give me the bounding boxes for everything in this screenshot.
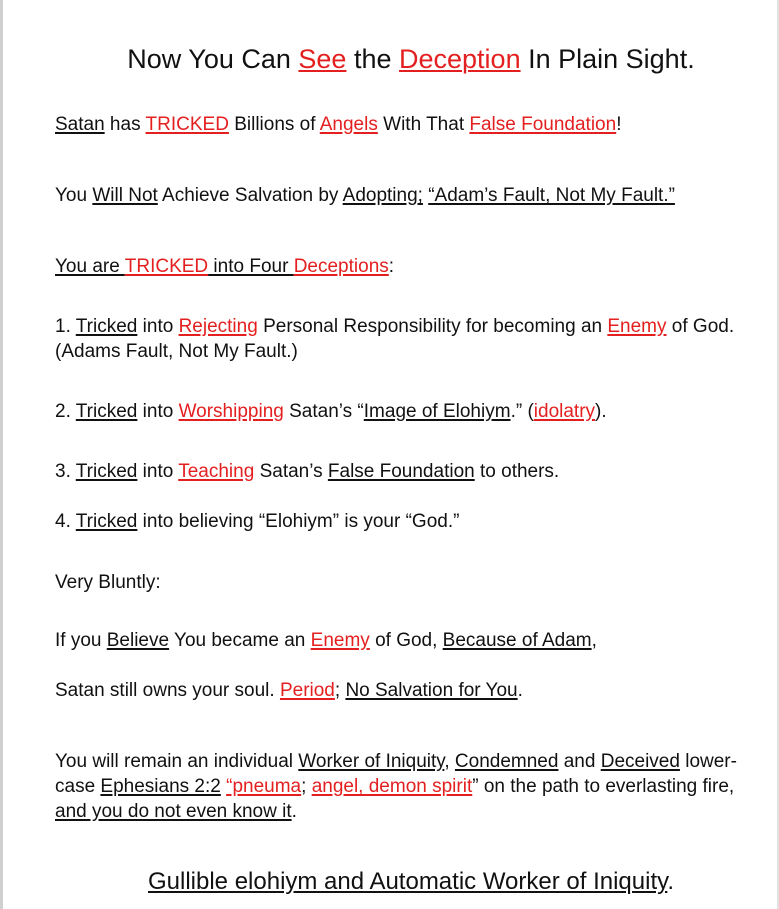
text-run: . bbox=[517, 680, 523, 701]
paragraph-very-bluntly bbox=[55, 570, 740, 595]
text-run: ” on the path to everlasting fire, bbox=[472, 776, 735, 797]
underlined-text: Gullible elohiym and Automatic Worker of Iniquity bbox=[147, 868, 668, 895]
text-run: Achieve Salvation by bbox=[157, 185, 343, 206]
text-run: You bbox=[55, 185, 93, 206]
text-run: and bbox=[558, 751, 601, 772]
text-run: ! bbox=[616, 114, 622, 135]
highlighted-text: TRICKED bbox=[145, 114, 229, 135]
paragraph-no-salvation bbox=[55, 183, 740, 208]
text-run: ; bbox=[301, 776, 312, 797]
paragraph-tricked-billions bbox=[55, 112, 740, 137]
text-run: Now You Can bbox=[127, 44, 299, 74]
text-run: In Plain Sight. bbox=[520, 44, 695, 74]
underlined-text: “Adam’s Fault, Not My Fault.” bbox=[428, 185, 675, 206]
list-item-2 bbox=[55, 399, 740, 424]
text-run: Very Bluntly: bbox=[55, 572, 161, 593]
underlined-text: Satan bbox=[55, 114, 105, 135]
highlighted-text: Teaching bbox=[178, 461, 255, 482]
text-run: 3. bbox=[55, 461, 76, 482]
underlined-text: Tricked bbox=[75, 316, 138, 337]
underlined-text: Worker of Iniquity bbox=[298, 751, 445, 772]
text-run: Personal Responsibility for becoming an bbox=[257, 316, 608, 337]
highlighted-text: False Foundation bbox=[469, 114, 617, 135]
list-item-1 bbox=[55, 314, 740, 364]
highlighted-text: angel, demon spirit bbox=[311, 776, 473, 797]
text-run: ; bbox=[334, 680, 346, 701]
underlined-text: Will Not bbox=[92, 185, 158, 206]
text-run: : bbox=[388, 256, 395, 277]
underlined-text: Ephesians 2:2 bbox=[100, 776, 221, 797]
text-run: lower-case bbox=[55, 751, 737, 797]
text-run: into believing “Elohiym” is your “God.” bbox=[137, 511, 460, 532]
paragraph-four-deceptions bbox=[55, 254, 740, 279]
text-run: You became an bbox=[169, 630, 311, 651]
underlined-text: You are bbox=[55, 256, 125, 277]
text-run: Satan’s bbox=[254, 461, 328, 482]
underlined-text: Believe bbox=[106, 630, 170, 651]
document-title bbox=[0, 43, 779, 75]
highlighted-text: Worshipping bbox=[178, 401, 284, 422]
text-run: With That bbox=[377, 114, 470, 135]
highlighted-text: Deceptions bbox=[293, 256, 389, 277]
highlighted-text: “pneuma bbox=[226, 776, 302, 797]
text-run: to others. bbox=[474, 461, 560, 482]
text-run: into bbox=[137, 316, 179, 337]
text-run: , bbox=[591, 630, 597, 651]
text-run: of God, bbox=[369, 630, 443, 651]
underlined-text: Because of Adam bbox=[442, 630, 592, 651]
paragraph-worker-of-iniquity bbox=[55, 749, 745, 824]
highlighted-text: TRICKED bbox=[124, 256, 209, 277]
text-run: 2. bbox=[55, 401, 76, 422]
text-run: Satan’s “ bbox=[283, 401, 364, 422]
highlighted-text: Deception bbox=[399, 44, 521, 74]
underlined-text: Tricked bbox=[75, 401, 138, 422]
underlined-text: Tricked bbox=[75, 461, 138, 482]
underlined-text: Adopting; bbox=[342, 185, 423, 206]
text-run: has bbox=[104, 114, 146, 135]
underlined-text: Condemned bbox=[454, 751, 559, 772]
paragraph-satan-owns bbox=[55, 678, 740, 703]
text-run: . bbox=[291, 801, 297, 822]
list-item-3 bbox=[55, 459, 740, 484]
highlighted-text: Enemy bbox=[310, 630, 370, 651]
text-run: If you bbox=[55, 630, 107, 651]
underlined-text: No Salvation for You bbox=[345, 680, 518, 701]
underlined-text: Deceived bbox=[600, 751, 680, 772]
paragraph-if-you-believe bbox=[55, 628, 740, 653]
list-item-4 bbox=[55, 509, 740, 534]
text-run: into bbox=[137, 401, 179, 422]
text-run: into bbox=[137, 461, 179, 482]
highlighted-text: Angels bbox=[319, 114, 378, 135]
text-run: of God. (Adams Fault, Not My Fault.) bbox=[55, 316, 735, 362]
text-run: 1. bbox=[55, 316, 76, 337]
underlined-text: False Foundation bbox=[327, 461, 475, 482]
highlighted-text: Rejecting bbox=[178, 316, 258, 337]
text-run: You will remain an individual bbox=[55, 751, 299, 772]
highlighted-text: idolatry bbox=[533, 401, 596, 422]
highlighted-text: See bbox=[298, 44, 347, 74]
page-left-edge bbox=[0, 0, 3, 909]
underlined-text: into Four bbox=[208, 256, 294, 277]
text-run: 4. bbox=[55, 511, 76, 532]
highlighted-text: Period bbox=[279, 680, 335, 701]
text-run: , bbox=[444, 751, 455, 772]
underlined-text: and you do not even know it bbox=[55, 801, 292, 822]
closing-line bbox=[0, 867, 779, 897]
text-run: Billions of bbox=[228, 114, 320, 135]
text-run: Satan still owns your soul. bbox=[55, 680, 280, 701]
highlighted-text: Enemy bbox=[607, 316, 667, 337]
text-run: . bbox=[667, 868, 675, 895]
text-run: the bbox=[346, 44, 399, 74]
underlined-text: Image of Elohiym bbox=[363, 401, 511, 422]
text-run: ). bbox=[595, 401, 607, 422]
text-run: .” ( bbox=[510, 401, 534, 422]
underlined-text: Tricked bbox=[75, 511, 138, 532]
